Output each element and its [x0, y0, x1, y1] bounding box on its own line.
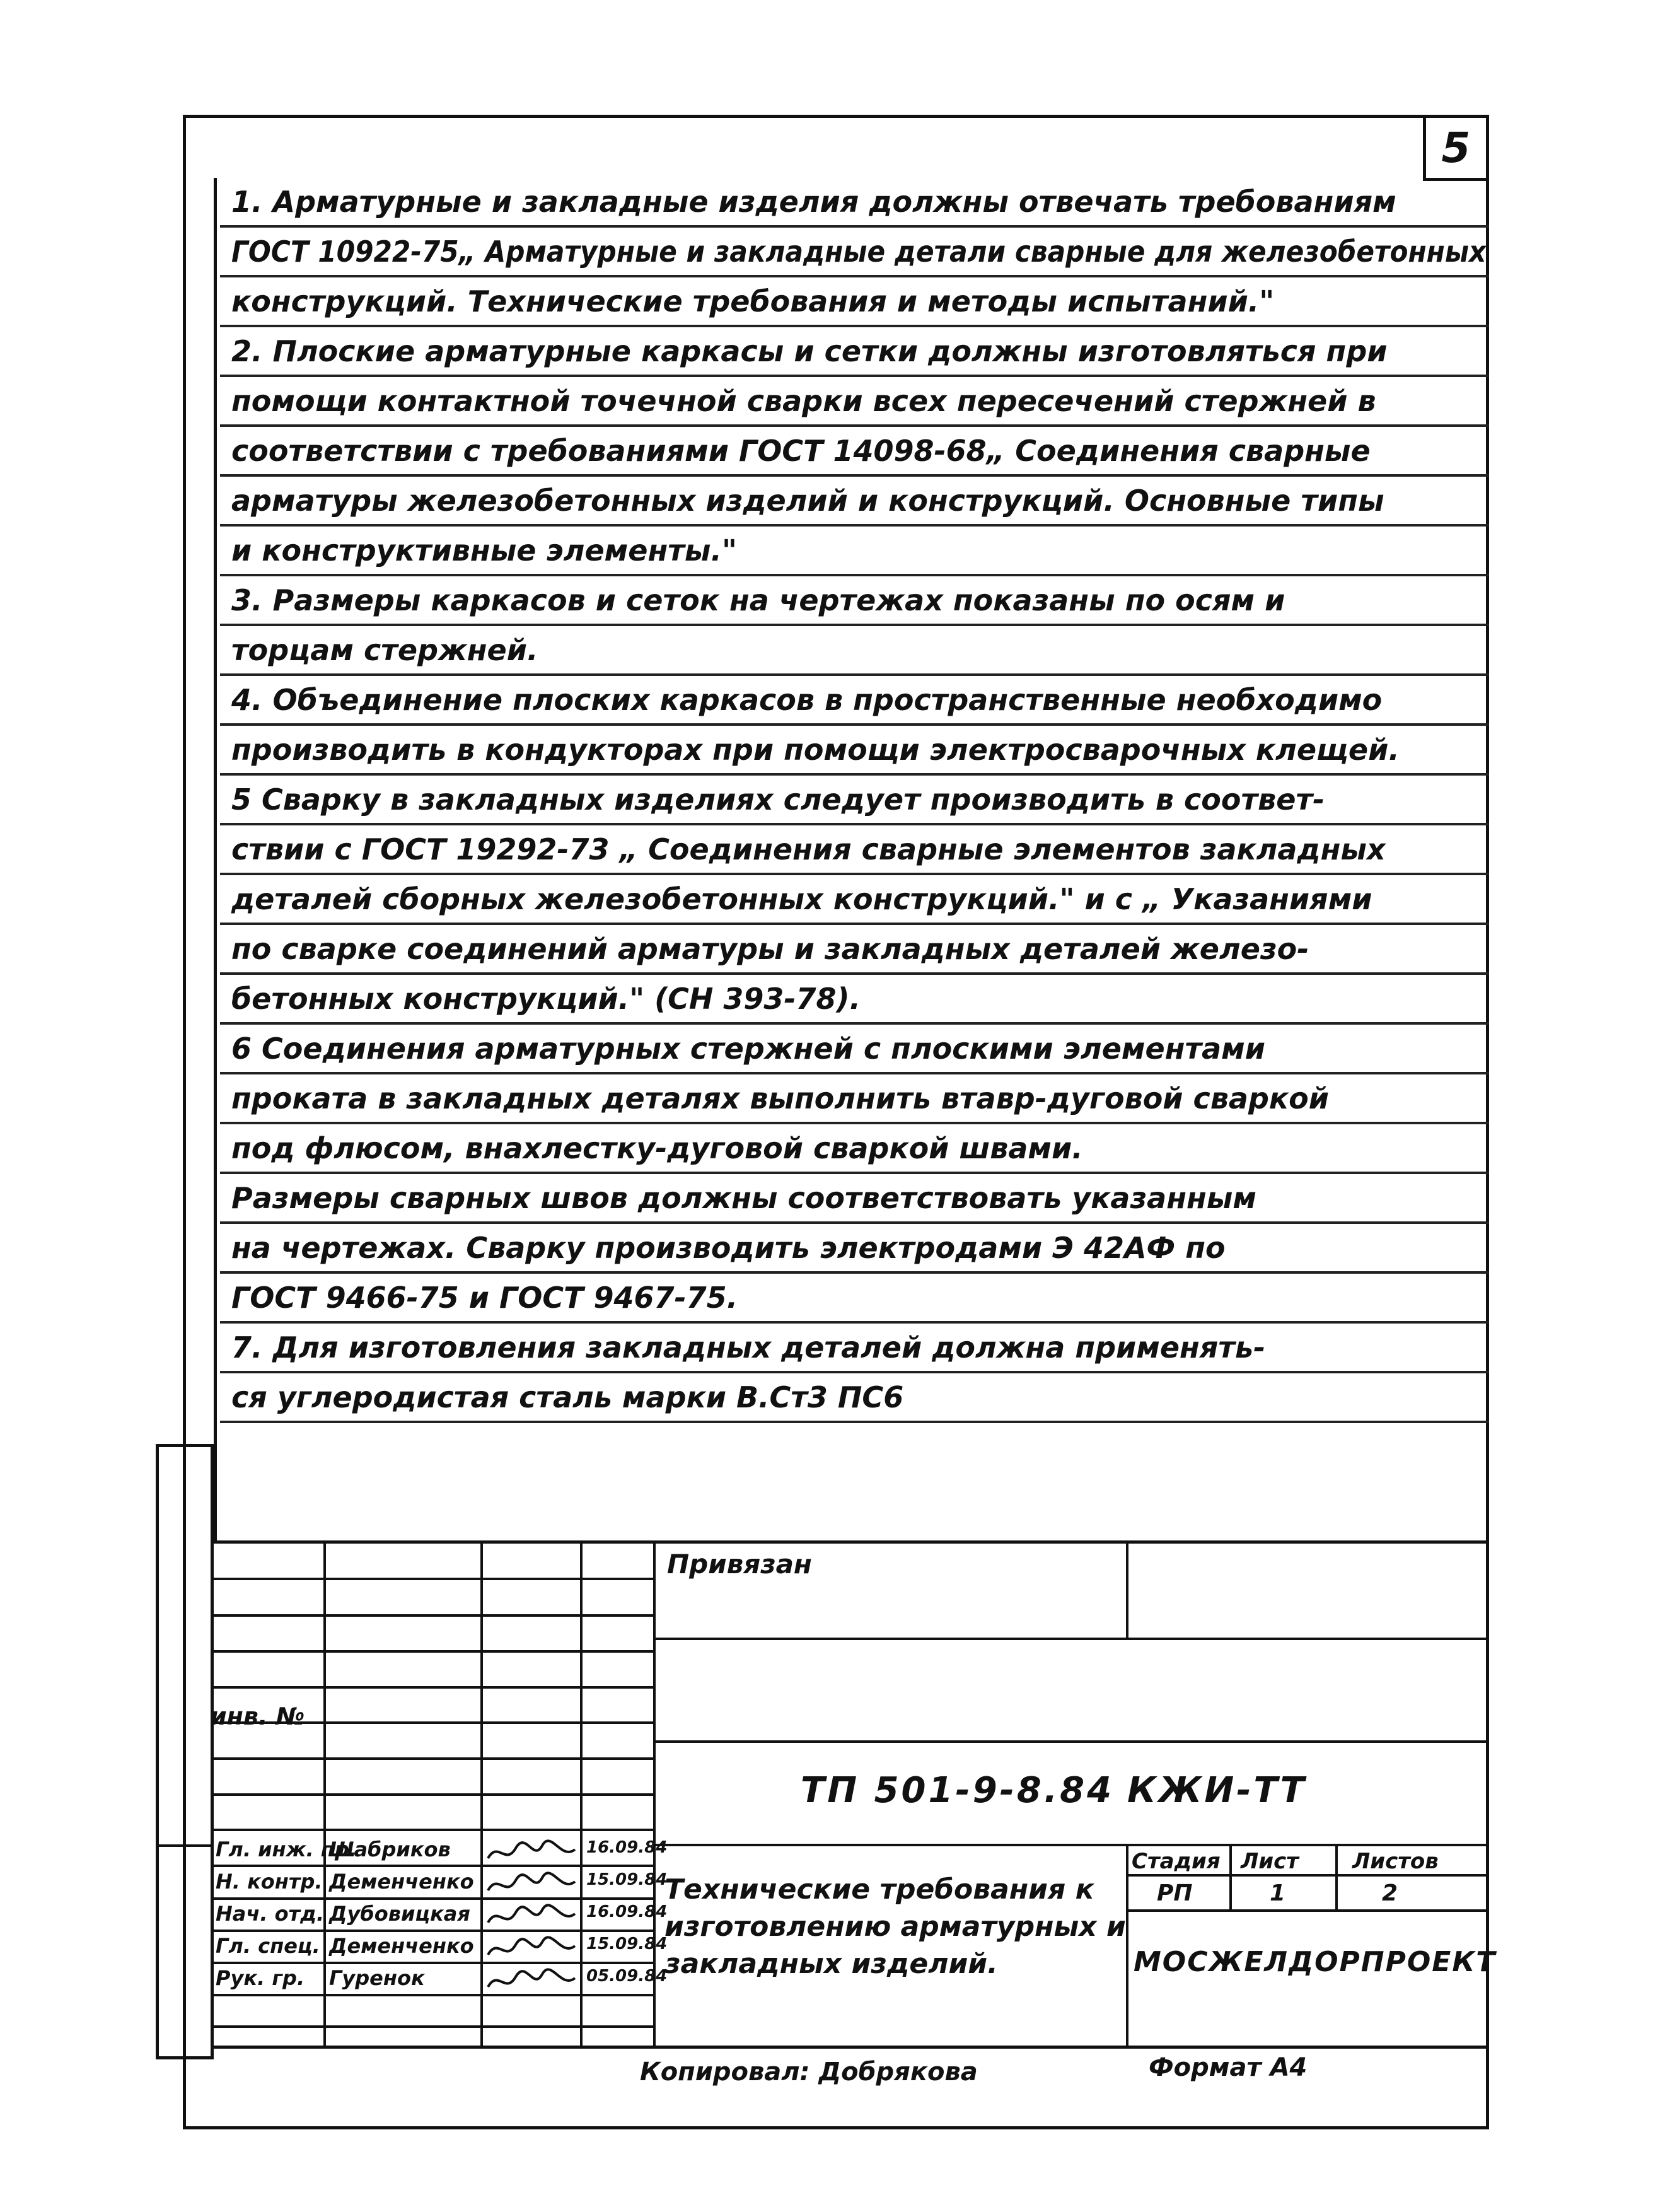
requirement-row [220, 626, 1489, 676]
title-block-rule [214, 1897, 653, 1900]
stage-value: РП [1157, 1880, 1193, 1906]
requirement-line: ГОСТ 10922-75„ Арматурные и закладные детали сварные для железобетонных [231, 235, 1487, 269]
requirement-line: бетонных конструкций." (СН 393-78). [231, 982, 861, 1016]
requirements-list [220, 178, 1489, 1423]
requirement-row [220, 1025, 1489, 1074]
requirement-line: и конструктивные элементы." [231, 533, 737, 568]
signatory-role: Гл. спец. [216, 1934, 320, 1958]
title-block-rule [480, 1540, 483, 2049]
page-number: 5 [1441, 124, 1471, 172]
document-mark: КЖИ-ТТ [1127, 1770, 1307, 1811]
document-title-line: закладных изделий. [664, 1948, 998, 1980]
document-code: ТП 501-9-8.84 [801, 1770, 1115, 1811]
signatory-date: 15.09.84 [586, 1870, 668, 1889]
requirement-row [220, 1373, 1489, 1423]
title-block-rule [214, 2025, 653, 2028]
title-block-rule [214, 1578, 653, 1580]
title-block-rule [323, 1540, 326, 2049]
signature [484, 1837, 579, 1868]
requirement-line: ГОСТ 9466-75 и ГОСТ 9467-75. [231, 1281, 738, 1315]
requirement-row [220, 576, 1489, 626]
title-block-rule [214, 1757, 653, 1760]
signatory-role: Рук. гр. [216, 1966, 305, 1990]
organization: МОСЖЕЛДОРПРОЕКТ [1134, 1946, 1497, 1978]
title-block-rule [653, 1638, 1489, 1640]
signatory-role: Н. контр. [216, 1870, 323, 1894]
requirement-row [220, 228, 1489, 277]
requirement-row [220, 1224, 1489, 1274]
requirement-row [220, 676, 1489, 726]
requirement-row [220, 825, 1489, 875]
requirement-line: 1. Арматурные и закладные изделия должны отвечать требованиям [231, 185, 1396, 219]
requirement-row [220, 875, 1489, 925]
signature [484, 1901, 579, 1933]
format-label: Формат А4 [1149, 2053, 1308, 2082]
signatory-name: Деменченко [329, 1870, 474, 1894]
sheet-value: 1 [1270, 1880, 1286, 1906]
title-block-rule [1126, 1874, 1489, 1877]
requirement-line: по сварке соединений арматуры и закладных деталей железо- [231, 932, 1309, 966]
requirement-row [220, 178, 1489, 228]
requirement-row [220, 427, 1489, 477]
margin-stamp-divider [156, 1844, 214, 1847]
document-title-line: изготовлению арматурных и [664, 1911, 1126, 1943]
title-block-rule [214, 1614, 653, 1617]
margin-stamp-divider [183, 1444, 185, 2059]
title-block-rule [214, 1962, 653, 1964]
signatory-date: 15.09.84 [586, 1935, 668, 1953]
stage-header: Стадия [1132, 1849, 1221, 1874]
requirement-line: под флюсом, внахлестку-дуговой сваркой швами. [231, 1131, 1083, 1165]
title-block-rule [214, 1829, 653, 1831]
signature [484, 1933, 579, 1965]
bound-label: Привязан [667, 1549, 812, 1580]
signatory-name: Деменченко [329, 1934, 474, 1958]
signatory-date: 05.09.84 [586, 1967, 668, 1986]
title-block-rule [214, 1686, 653, 1689]
requirement-row [220, 277, 1489, 327]
signatory-name: Дубовицкая [329, 1902, 470, 1926]
requirement-line: ствии с ГОСТ 19292-73 „ Соединения сварные элементов закладных [231, 832, 1386, 866]
title-block-rule [653, 1844, 1489, 1846]
signatory-name: Гуренок [329, 1966, 425, 1990]
requirement-line: производить в кондукторах при помощи электросварочных клещей. [231, 733, 1400, 767]
requirement-row [220, 1324, 1489, 1373]
requirement-line: проката в закладных деталях выполнить втавр-дуговой сваркой [231, 1081, 1329, 1115]
requirement-line: торцам стержней. [231, 633, 538, 667]
requirement-line: помощи контактной точечной сварки всех пересечений стержней в [231, 384, 1376, 418]
requirement-line: арматуры железобетонных изделий и конструкций. Основные типы [231, 484, 1384, 518]
title-block-rule [1229, 1844, 1232, 1909]
signature [484, 1869, 579, 1901]
signatory-role: Гл. инж. пр. [216, 1837, 357, 1861]
title-block-rule [214, 1930, 653, 1932]
requirement-line: 7. Для изготовления закладных деталей должна применять- [231, 1330, 1266, 1365]
requirement-row [220, 477, 1489, 527]
requirement-line: 5 Сварку в закладных изделиях следует производить в соответ- [231, 783, 1325, 817]
requirement-row [220, 1274, 1489, 1324]
signatory-date: 16.09.84 [586, 1838, 668, 1857]
title-block-rule [580, 1540, 583, 2049]
requirement-row [220, 327, 1489, 377]
sheets-value: 2 [1382, 1880, 1398, 1906]
requirement-row [220, 1074, 1489, 1124]
title-block-rule [214, 1865, 653, 1867]
signatory-date: 16.09.84 [586, 1902, 668, 1921]
requirement-row [220, 776, 1489, 825]
requirement-row [220, 925, 1489, 975]
requirement-line: 2. Плоские арматурные каркасы и сетки должны изготовляться при [231, 334, 1388, 368]
title-block-rule [653, 1740, 1489, 1743]
requirement-row [220, 726, 1489, 776]
requirement-line: деталей сборных железобетонных конструкций." и с „ Указаниями [231, 882, 1372, 916]
requirement-row [220, 377, 1489, 427]
requirement-row [220, 1124, 1489, 1174]
requirement-row [220, 1174, 1489, 1224]
title-block-rule [214, 1650, 653, 1653]
requirement-line: 4. Объединение плоских каркасов в пространственные необходимо [231, 683, 1383, 717]
signatory-name: Шабриков [329, 1837, 451, 1861]
requirement-row [220, 527, 1489, 576]
sheet-header: Лист [1241, 1849, 1299, 1874]
signatory-role: Нач. отд. [216, 1902, 325, 1926]
sheets-header: Листов [1352, 1849, 1439, 1874]
document-title-line: Технические требования к [664, 1873, 1094, 1906]
requirement-line: соответствии с требованиями ГОСТ 14098-68„ Соединения сварные [231, 434, 1371, 468]
requirement-line: Размеры сварных швов должны соответствовать указанным [231, 1181, 1256, 1215]
copied-by: Копировал: Добрякова [640, 2058, 978, 2087]
title-block-rule [1335, 1844, 1338, 1909]
requirement-line: на чертежах. Сварку производить электродами Э 42АФ по [231, 1231, 1226, 1265]
signature [484, 1965, 579, 1997]
title-block-rule [214, 1994, 653, 1996]
inventory-label: инв. № [210, 1703, 305, 1730]
title-block-rule [1126, 1909, 1489, 1912]
requirement-line: 6 Соединения арматурных стержней с плоскими элементами [231, 1032, 1266, 1066]
requirement-line: 3. Размеры каркасов и сеток на чертежах показаны по осям и [231, 583, 1285, 617]
requirement-line: ся углеродистая сталь марки В.Ст3 ПС6 [231, 1380, 904, 1414]
title-block-rule [1126, 1540, 1128, 1638]
requirement-row [220, 975, 1489, 1025]
requirement-line: конструкций. Технические требования и методы испытаний." [231, 284, 1275, 318]
title-block-rule [214, 1793, 653, 1796]
